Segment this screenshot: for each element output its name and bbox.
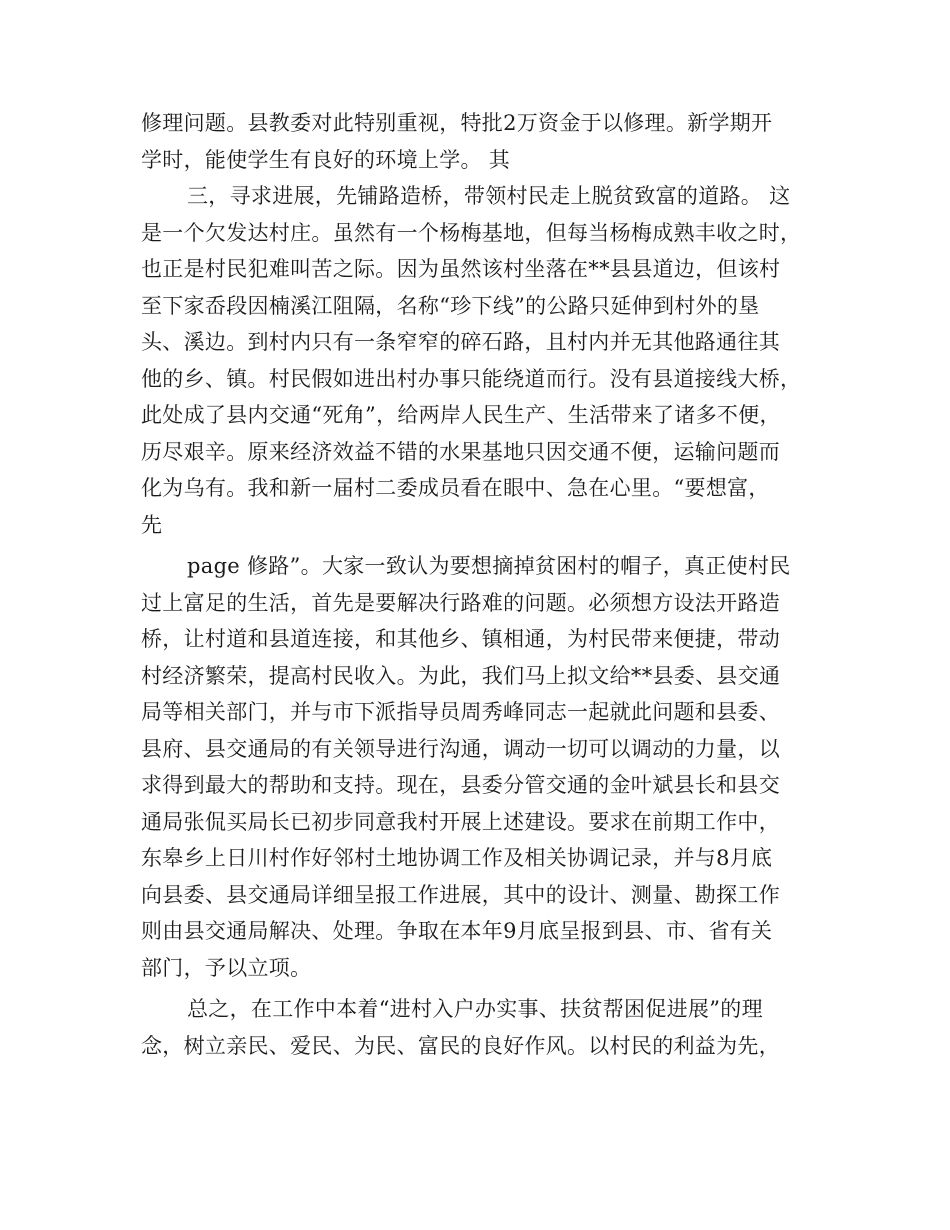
text-line: 村经济繁荣，提高村民收入。为此，我们马上拟文给**县委、县交通 [141, 663, 781, 688]
paragraph-start-line: page 修路”。大家一致认为要想摘掉贫困村的帽子，真正使村民 [187, 554, 791, 578]
text-line: 头、溪边。到村内只有一条窄窄的碎石路，且村内并无其他路通往其 [141, 330, 780, 354]
paragraph-start-line: 三，寻求进展，先铺路造桥，带领村民走上脱贫致富的道路。 这 [187, 184, 791, 208]
text-line: 先 [141, 512, 163, 537]
text-line: 念，树立亲民、爱民、为民、富民的良好作风。以村民的利益为先， [141, 1033, 780, 1058]
text-line: 则由县交通局解决、处理。争取在本年9月底呈报到县、市、省有关 [141, 919, 773, 943]
text-line: 县府、县交通局的有关领导进行沟通，调动一切可以调动的力量，以 [141, 736, 780, 761]
text-line: 修理问题。县教委对此特别重视，特批2万资金于以修理。新学期开 [141, 111, 773, 135]
text-line: 是一个欠发达村庄。虽然有一个杨梅基地，但每当杨梅成熟丰收之时， [141, 220, 802, 245]
text-line: 学时，能使学生有良好的环境上学。 其 [141, 147, 511, 172]
text-line: 他的乡、镇。村民假如进出村办事只能绕道而行。没有县道接线大桥， [141, 366, 802, 391]
text-line: 求得到最大的帮助和支持。现在，县委分管交通的金叶斌县长和县交 [141, 773, 780, 797]
text-line: 历尽艰辛。原来经济效益不错的水果基地只因交通不便，运输问题而 [141, 439, 780, 464]
paragraph-start-line: 总之，在工作中本着“进村入户办实事、扶贫帮困促进展”的理 [187, 997, 763, 1021]
body-text [141, 105, 811, 1064]
text-line: 局等相关部门，并与市下派指导员周秀峰同志一起就此问题和县委、 [141, 700, 780, 724]
text-line: 此处成了县内交通“死角”，给两岸人民生产、生活带来了诸多不便， [141, 403, 781, 427]
text-line: 部门，予以立项。 [141, 955, 312, 980]
text-line: 向县委、县交通局详细呈报工作进展，其中的设计、测量、勘探工作 [141, 882, 780, 907]
text-line: 也正是村民犯难叫苦之际。因为虽然该村坐落在**县县道边，但该村 [141, 257, 781, 281]
text-line: 东皋乡上日川村作好邻村土地协调工作及相关协调记录，并与8月底 [141, 846, 773, 870]
text-line: 通局张侃买局长已初步同意我村开展上述建设。要求在前期工作中， [141, 809, 780, 834]
text-line: 过上富足的生活，首先是要解决行路难的问题。必须想方设法开路造 [141, 590, 780, 615]
text-line: 化为乌有。我和新一届村二委成员看在眼中、急在心里。“要想富， [141, 476, 770, 500]
text-line: 桥，让村道和县道连接，和其他乡、镇相通，为村民带来便捷，带动 [141, 627, 780, 651]
text-line: 至下家岙段因楠溪江阻隔，名称“珍下线”的公路只延伸到村外的垦 [141, 293, 760, 318]
